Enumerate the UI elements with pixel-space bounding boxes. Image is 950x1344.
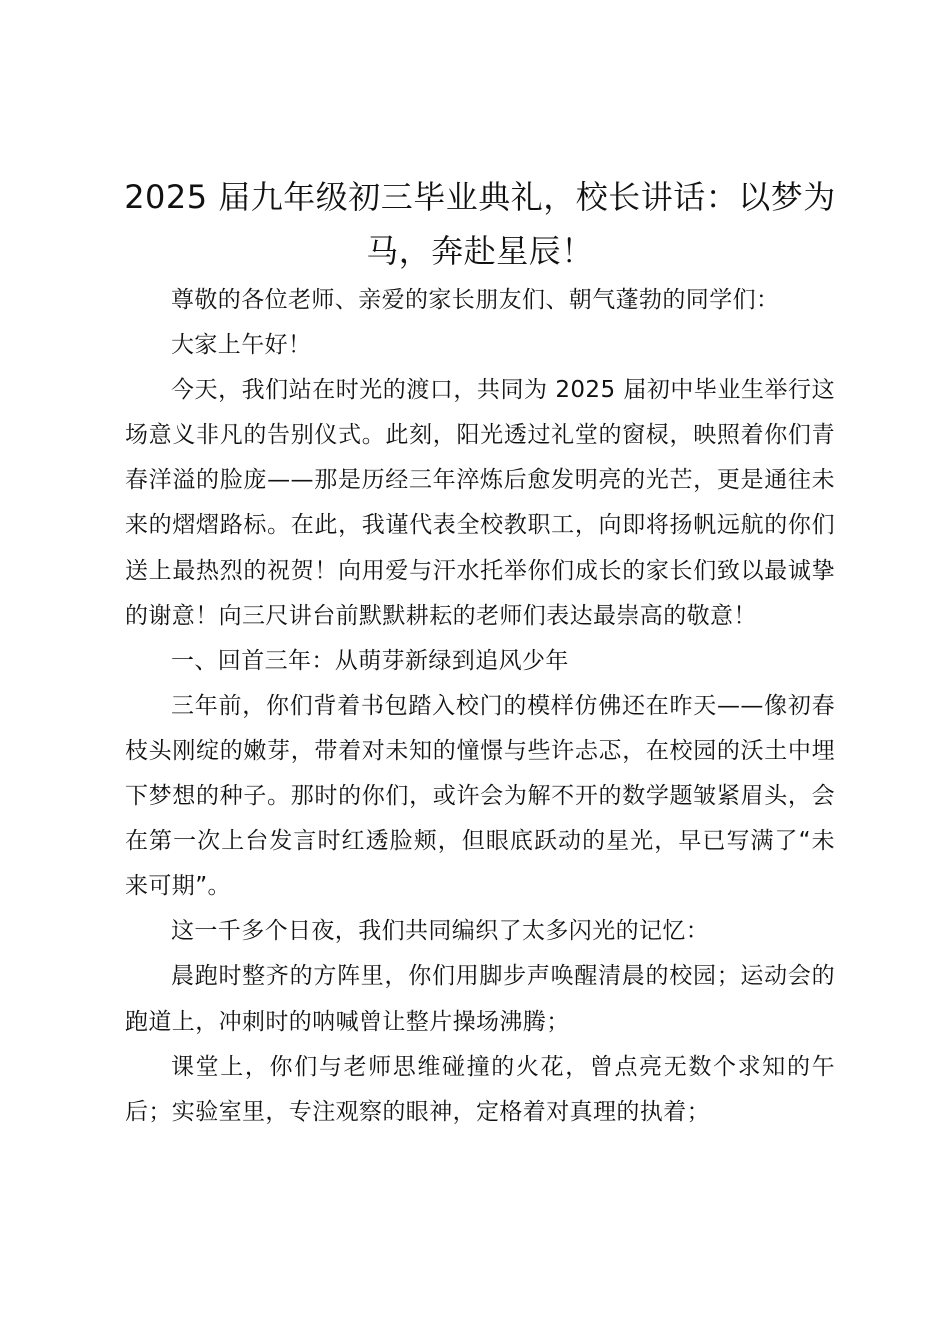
paragraph-memories-intro: 这一千多个日夜，我们共同编织了太多闪光的记忆：	[171, 918, 710, 945]
document-title: 2025 届九年级初三毕业典礼，校长讲话：以梦为马，奔赴星辰！	[124, 178, 836, 270]
paragraph-greeting: 大家上午好！	[171, 332, 312, 359]
document-body	[125, 278, 835, 1135]
section-heading-1: 一、回首三年：从萌芽新绿到追风少年	[171, 647, 569, 674]
paragraph-morning-run: 晨跑时整齐的方阵里，你们用脚步声唤醒清晨的校园；运动会的跑道上，冲刺时的呐喊曾让整片操场沸腾；	[125, 963, 835, 1035]
paragraph-classroom: 课堂上，你们与老师思维碰撞的火花，曾点亮无数个求知的午后；实验室里，专注观察的眼神，定格着对真理的执着；	[125, 1053, 835, 1125]
paragraph-opening: 今天，我们站在时光的渡口，共同为 2025 届初中毕业生举行这场意义非凡的告别仪式。此刻，阳光透过礼堂的窗棂，映照着你们青春洋溢的脸庞——那是历经三年淬炼后愈发明亮的光芒，更是通往未来的熠熠路标。在此，我谨代表全校教职工，向即将扬帆远航的你们送上最热烈的祝贺！向用爱与汗水托举你们成长的家长们致以最诚挚的谢意！向三尺讲台前默默耕耘的老师们表达最崇高的敬意！	[125, 377, 835, 629]
paragraph-salutation: 尊敬的各位老师、亲爱的家长朋友们、朝气蓬勃的同学们：	[171, 287, 780, 313]
paragraph-three-years-ago: 三年前，你们背着书包踏入校门的模样仿佛还在昨天——像初春枝头刚绽的嫩芽，带着对未知的憧憬与些许忐忑，在校园的沃土中埋下梦想的种子。那时的你们，或许会为解不开的数学题皱紧眉头，会在第一次上台发言时红透脸颊，但眼底跃动的星光，早已写满了“未来可期”。	[125, 692, 835, 900]
